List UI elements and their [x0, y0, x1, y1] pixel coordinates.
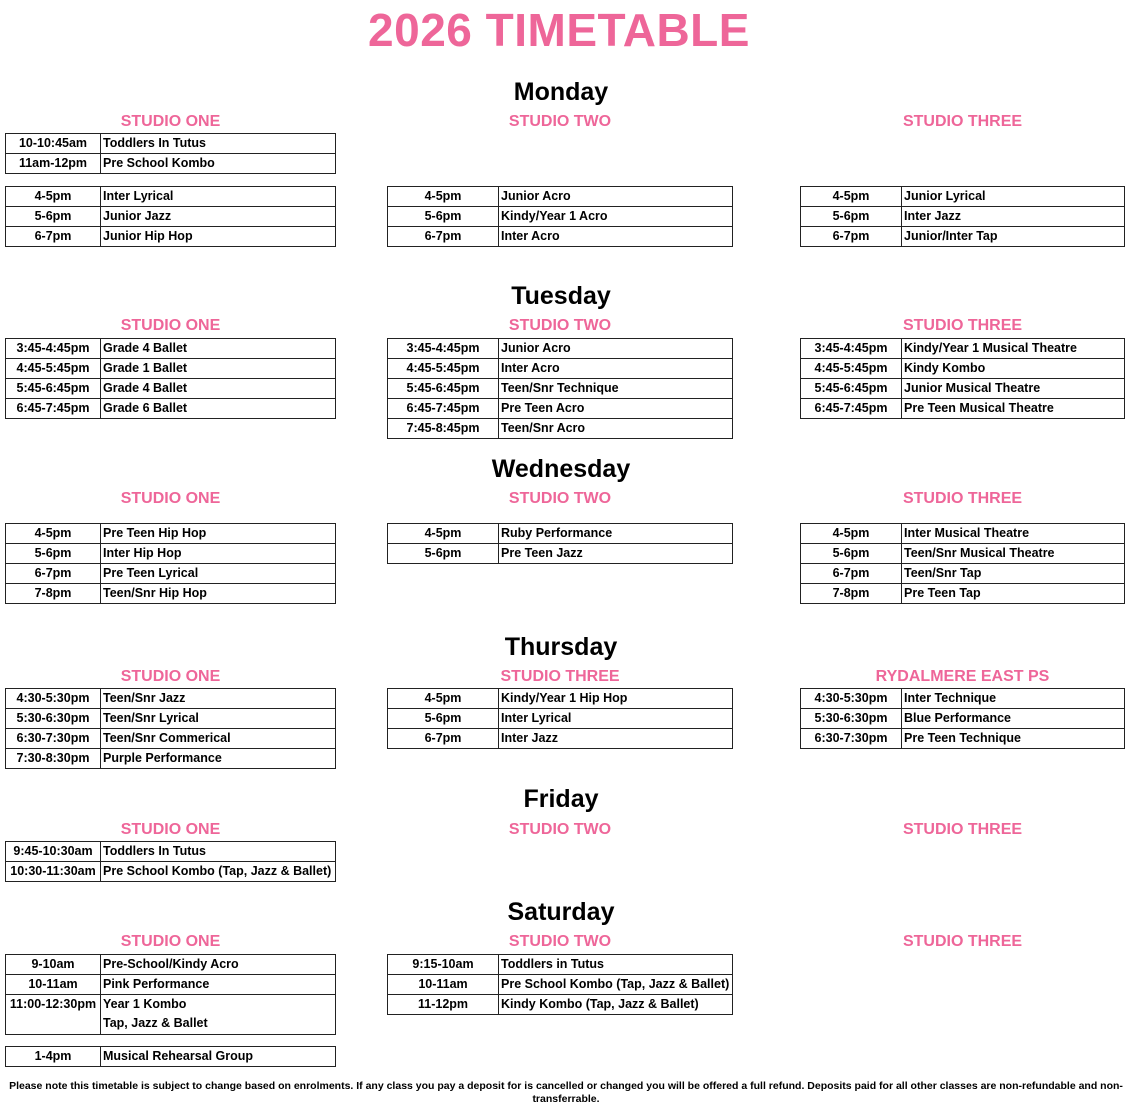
- class-time: 6-7pm: [801, 564, 902, 584]
- table-row: [801, 729, 1125, 749]
- class-name: Junior Jazz: [101, 207, 336, 227]
- class-name: Inter Acro: [499, 359, 733, 379]
- studio-header: STUDIO ONE: [120, 490, 221, 507]
- class-table: [800, 688, 1125, 749]
- class-name: Blue Performance: [902, 709, 1125, 729]
- table-row: [6, 709, 336, 729]
- class-name: Kindy Kombo (Tap, Jazz & Ballet): [499, 995, 733, 1015]
- class-name: Grade 6 Ballet: [101, 399, 336, 419]
- table-row: [6, 955, 336, 975]
- table-row: [801, 524, 1125, 544]
- table-row: [6, 524, 336, 544]
- class-name: Grade 4 Ballet: [101, 339, 336, 359]
- studio-header: STUDIO THREE: [902, 490, 1023, 507]
- table-row: [6, 729, 336, 749]
- table-row: [801, 359, 1125, 379]
- class-time: 5-6pm: [388, 544, 499, 564]
- table-row: [6, 379, 336, 399]
- table-row: [801, 187, 1125, 207]
- table-row: [6, 187, 336, 207]
- class-name: Ruby Performance: [499, 524, 733, 544]
- class-name: Teen/Snr Musical Theatre: [902, 544, 1125, 564]
- table-row: [388, 399, 733, 419]
- table-row: [388, 689, 733, 709]
- class-name: Toddlers In Tutus: [101, 842, 336, 862]
- table-row: [388, 227, 733, 247]
- class-name: Teen/Snr Technique: [499, 379, 733, 399]
- class-time: 4:30-5:30pm: [801, 689, 902, 709]
- class-name: Pre School Kombo: [101, 154, 336, 174]
- table-row: [6, 339, 336, 359]
- class-time: 7-8pm: [6, 584, 101, 604]
- table-row: [6, 975, 336, 995]
- table-row: [388, 359, 733, 379]
- class-name: Inter Acro: [499, 227, 733, 247]
- class-table: [387, 338, 733, 439]
- studio-header: STUDIO THREE: [902, 933, 1023, 950]
- class-table: [5, 186, 336, 247]
- table-row: [388, 379, 733, 399]
- class-time: 10-11am: [6, 975, 101, 995]
- studio-header: STUDIO ONE: [120, 113, 221, 130]
- class-time: 4-5pm: [6, 187, 101, 207]
- class-name: Teen/Snr Acro: [499, 419, 733, 439]
- class-time: 4-5pm: [801, 187, 902, 207]
- class-name: Purple Performance: [101, 749, 336, 769]
- table-row: [388, 995, 733, 1015]
- class-time: 7-8pm: [801, 584, 902, 604]
- class-name: Pre Teen Hip Hop: [101, 524, 336, 544]
- class-name: Teen/Snr Hip Hop: [101, 584, 336, 604]
- class-name: Pre School Kombo (Tap, Jazz & Ballet): [101, 862, 336, 882]
- studio-header: STUDIO TWO: [508, 490, 612, 507]
- table-row: [6, 995, 336, 1035]
- class-table: [387, 954, 733, 1015]
- class-name: Inter Hip Hop: [101, 544, 336, 564]
- studio-header: STUDIO THREE: [902, 113, 1023, 130]
- class-name: Inter Jazz: [499, 729, 733, 749]
- class-time: 9:45-10:30am: [6, 842, 101, 862]
- table-row: [801, 399, 1125, 419]
- table-row: [388, 419, 733, 439]
- class-time: 7:30-8:30pm: [6, 749, 101, 769]
- class-time: 6-7pm: [6, 564, 101, 584]
- table-row: [6, 544, 336, 564]
- class-time: 5-6pm: [801, 544, 902, 564]
- class-time: 9:15-10am: [388, 955, 499, 975]
- day-heading-tuesday: Tuesday: [511, 282, 611, 310]
- studio-header: STUDIO THREE: [500, 668, 620, 685]
- class-time: 3:45-4:45pm: [801, 339, 902, 359]
- table-row: [6, 862, 336, 882]
- table-row: [6, 207, 336, 227]
- class-name: Musical Rehearsal Group: [101, 1047, 336, 1067]
- table-row: [388, 339, 733, 359]
- page-title: 2026 TIMETABLE: [368, 4, 750, 56]
- class-time: 3:45-4:45pm: [6, 339, 101, 359]
- class-name: Kindy/Year 1 Acro: [499, 207, 733, 227]
- class-name: Junior Hip Hop: [101, 227, 336, 247]
- class-name: Junior Acro: [499, 339, 733, 359]
- class-name: Pre Teen Tap: [902, 584, 1125, 604]
- class-time: 6-7pm: [388, 729, 499, 749]
- class-name: Toddlers in Tutus: [499, 955, 733, 975]
- class-name: Junior Lyrical: [902, 187, 1125, 207]
- day-heading-saturday: Saturday: [507, 898, 615, 926]
- studio-header: STUDIO ONE: [120, 933, 221, 950]
- table-row: [388, 524, 733, 544]
- class-name: Pre Teen Musical Theatre: [902, 399, 1125, 419]
- class-time: 6-7pm: [801, 227, 902, 247]
- table-row: [6, 359, 336, 379]
- table-row: [388, 544, 733, 564]
- class-name: Inter Musical Theatre: [902, 524, 1125, 544]
- class-time: 4-5pm: [388, 524, 499, 544]
- class-time: 4-5pm: [801, 524, 902, 544]
- class-time: 5:45-6:45pm: [801, 379, 902, 399]
- table-row: [801, 564, 1125, 584]
- table-row: [6, 584, 336, 604]
- studio-header: STUDIO TWO: [508, 821, 612, 838]
- studio-header: STUDIO ONE: [120, 821, 221, 838]
- table-row: [6, 154, 336, 174]
- table-row: [6, 227, 336, 247]
- class-name: Pre-School/Kindy Acro: [101, 955, 336, 975]
- class-time: 5:30-6:30pm: [6, 709, 101, 729]
- day-heading-friday: Friday: [523, 785, 599, 813]
- class-name: Junior/Inter Tap: [902, 227, 1125, 247]
- class-time: 4:45-5:45pm: [388, 359, 499, 379]
- class-table: [5, 338, 336, 419]
- class-time: 10-11am: [388, 975, 499, 995]
- class-name: Kindy/Year 1 Musical Theatre: [902, 339, 1125, 359]
- table-row: [388, 729, 733, 749]
- class-table: [5, 1046, 336, 1067]
- class-time: 11-12pm: [388, 995, 499, 1015]
- class-name: Grade 4 Ballet: [101, 379, 336, 399]
- class-name-line: Tap, Jazz & Ballet: [103, 1016, 208, 1030]
- studio-header: STUDIO THREE: [902, 821, 1023, 838]
- class-time: 5-6pm: [801, 207, 902, 227]
- class-table: [800, 523, 1125, 604]
- table-row: [801, 227, 1125, 247]
- class-name: Pre Teen Lyrical: [101, 564, 336, 584]
- table-row: [6, 134, 336, 154]
- class-table: [5, 523, 336, 604]
- class-name: Grade 1 Ballet: [101, 359, 336, 379]
- class-time: 6:45-7:45pm: [6, 399, 101, 419]
- class-time: 4-5pm: [6, 524, 101, 544]
- class-table: [5, 133, 336, 174]
- class-time: 7:45-8:45pm: [388, 419, 499, 439]
- class-time: 6:45-7:45pm: [388, 399, 499, 419]
- studio-header: STUDIO TWO: [508, 317, 612, 334]
- class-name: Pre Teen Acro: [499, 399, 733, 419]
- table-row: [6, 1047, 336, 1067]
- table-row: [6, 749, 336, 769]
- class-time: 1-4pm: [6, 1047, 101, 1067]
- class-name: Teen/Snr Jazz: [101, 689, 336, 709]
- class-name: Pre School Kombo (Tap, Jazz & Ballet): [499, 975, 733, 995]
- table-row: [388, 709, 733, 729]
- footer-note: Please note this timetable is subject to change based on enrolments. If any class you pay a deposit for is cancelled or changed you will be offered a full refund. Deposits paid for all other classes are non-refundable and non-transferrable.: [9, 1080, 1123, 1105]
- class-time: 6:45-7:45pm: [801, 399, 902, 419]
- table-row: [801, 584, 1125, 604]
- class-time: 10:30-11:30am: [6, 862, 101, 882]
- class-name: Toddlers In Tutus: [101, 134, 336, 154]
- class-table: [5, 688, 336, 769]
- class-time: 5-6pm: [6, 207, 101, 227]
- class-time: 5-6pm: [6, 544, 101, 564]
- class-name: Pre Teen Jazz: [499, 544, 733, 564]
- class-table: [387, 186, 733, 247]
- class-name: Junior Musical Theatre: [902, 379, 1125, 399]
- day-heading-thursday: Thursday: [504, 633, 618, 661]
- class-table: [800, 186, 1125, 247]
- studio-header: STUDIO ONE: [120, 317, 221, 334]
- table-row: [388, 207, 733, 227]
- studio-header: STUDIO TWO: [508, 933, 612, 950]
- class-name: Teen/Snr Commerical: [101, 729, 336, 749]
- class-name-line: Year 1 Kombo: [103, 997, 187, 1011]
- class-time: 5:45-6:45pm: [6, 379, 101, 399]
- table-row: [388, 187, 733, 207]
- class-time: 6-7pm: [388, 227, 499, 247]
- class-time: 5-6pm: [388, 207, 499, 227]
- table-row: [6, 842, 336, 862]
- studio-header: STUDIO THREE: [902, 317, 1023, 334]
- table-row: [388, 975, 733, 995]
- table-row: [801, 709, 1125, 729]
- table-row: [6, 564, 336, 584]
- class-name: Kindy/Year 1 Hip Hop: [499, 689, 733, 709]
- class-time: 10-10:45am: [6, 134, 101, 154]
- table-row: [388, 955, 733, 975]
- class-name: Pre Teen Technique: [902, 729, 1125, 749]
- class-name: Inter Lyrical: [101, 187, 336, 207]
- class-time: 9-10am: [6, 955, 101, 975]
- class-time: 11am-12pm: [6, 154, 101, 174]
- studio-header: STUDIO ONE: [120, 668, 221, 685]
- studio-header: RYDALMERE EAST PS: [875, 668, 1050, 685]
- class-time: 6:30-7:30pm: [6, 729, 101, 749]
- class-time: 4-5pm: [388, 187, 499, 207]
- class-table: [5, 841, 336, 882]
- class-name: Pink Performance: [101, 975, 336, 995]
- table-row: [6, 399, 336, 419]
- class-time: 4:45-5:45pm: [801, 359, 902, 379]
- class-name: Inter Lyrical: [499, 709, 733, 729]
- class-time: 5:30-6:30pm: [801, 709, 902, 729]
- class-name: [101, 995, 336, 1035]
- table-row: [801, 207, 1125, 227]
- class-name: Kindy Kombo: [902, 359, 1125, 379]
- class-time: 5:45-6:45pm: [388, 379, 499, 399]
- table-row: [6, 689, 336, 709]
- class-time: 3:45-4:45pm: [388, 339, 499, 359]
- table-row: [801, 339, 1125, 359]
- day-heading-wednesday: Wednesday: [491, 455, 631, 483]
- day-heading-monday: Monday: [513, 78, 609, 106]
- class-table: [5, 954, 336, 1035]
- class-table: [387, 523, 733, 564]
- class-time: 5-6pm: [388, 709, 499, 729]
- class-name: Junior Acro: [499, 187, 733, 207]
- class-name: Teen/Snr Lyrical: [101, 709, 336, 729]
- table-row: [801, 379, 1125, 399]
- class-table: [800, 338, 1125, 419]
- table-row: [801, 544, 1125, 564]
- class-name: Inter Jazz: [902, 207, 1125, 227]
- class-time: 6-7pm: [6, 227, 101, 247]
- class-name: Inter Technique: [902, 689, 1125, 709]
- class-time: 4-5pm: [388, 689, 499, 709]
- studio-header: STUDIO TWO: [508, 113, 612, 130]
- class-time: 4:30-5:30pm: [6, 689, 101, 709]
- class-time: 6:30-7:30pm: [801, 729, 902, 749]
- class-table: [387, 688, 733, 749]
- class-time: 11:00-12:30pm: [6, 995, 101, 1035]
- class-name: Teen/Snr Tap: [902, 564, 1125, 584]
- class-time: 4:45-5:45pm: [6, 359, 101, 379]
- table-row: [801, 689, 1125, 709]
